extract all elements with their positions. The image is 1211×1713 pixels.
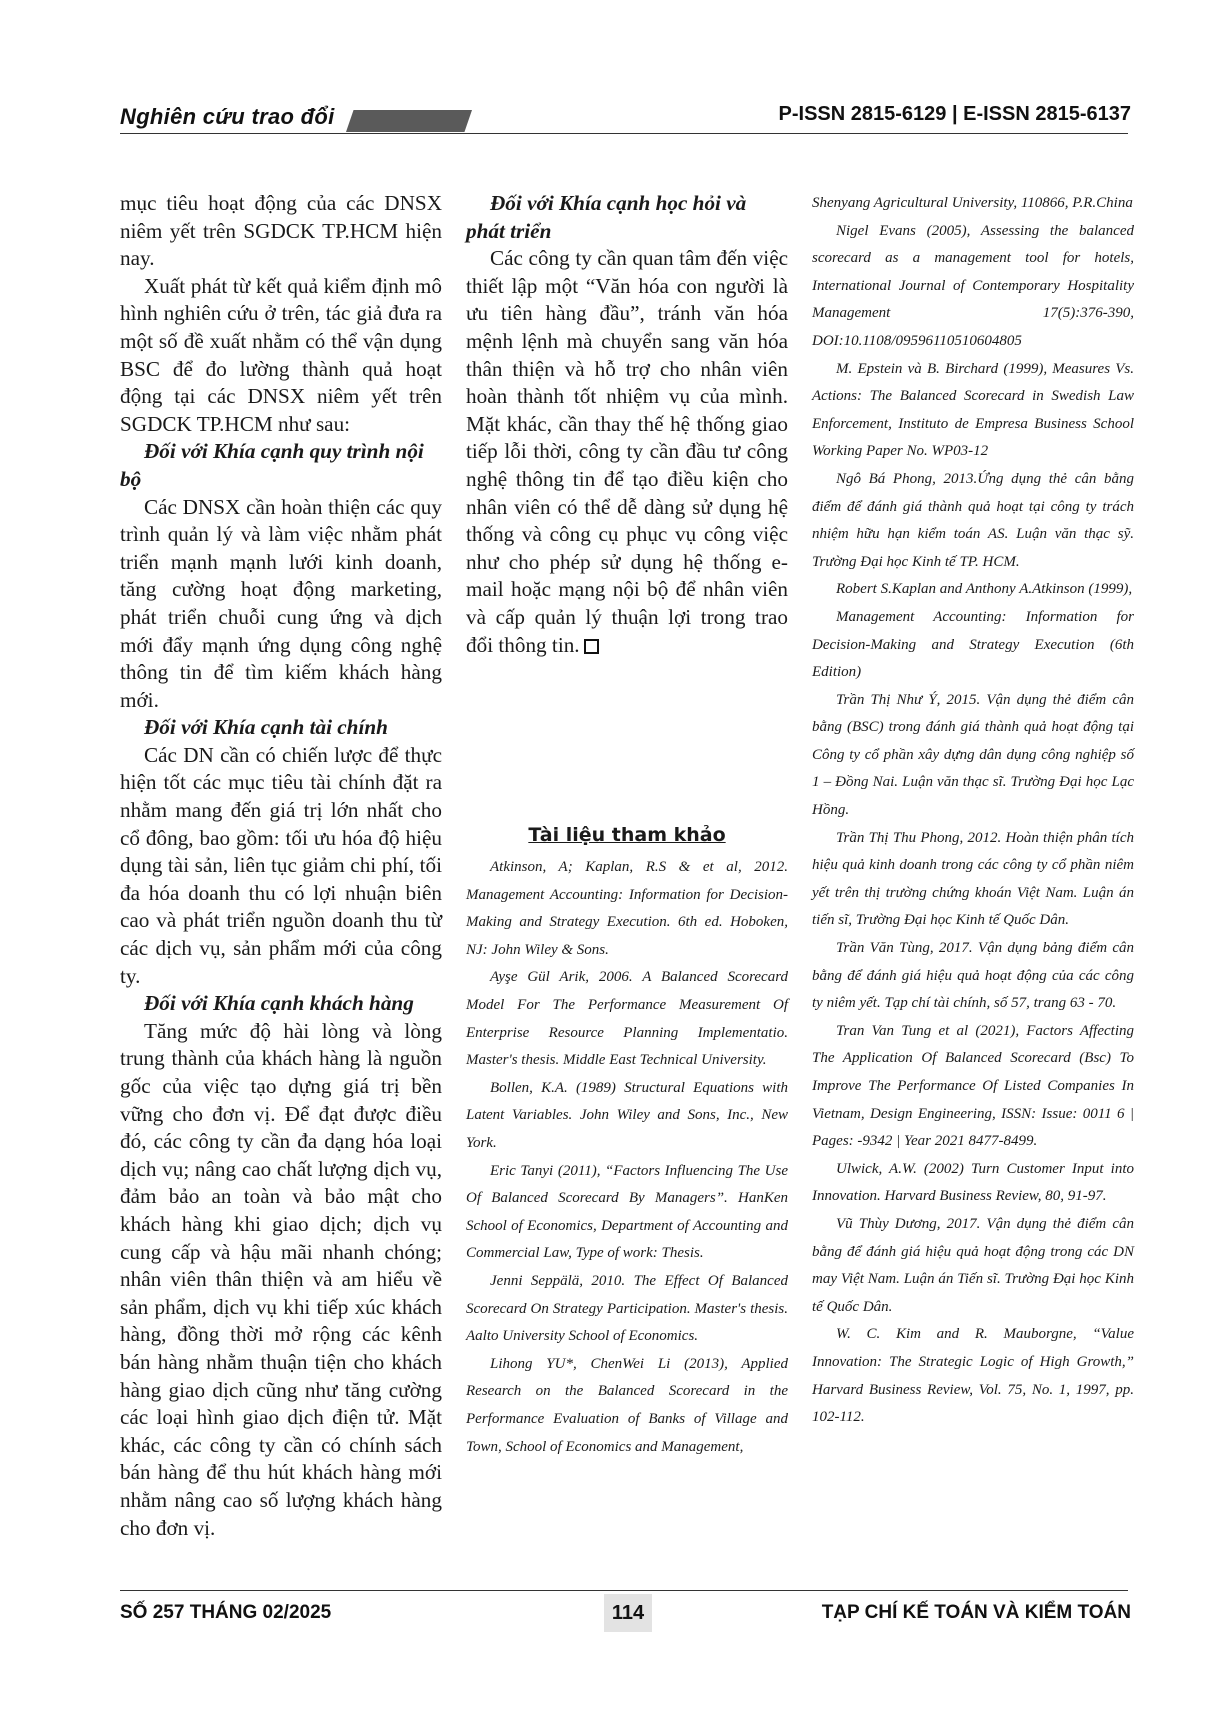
reference-item: Trần Thị Như Ý, 2015. Vận dụng thẻ điểm cân bằng (BSC) trong đánh giá thành quả hoạt động tại Công ty cổ phần xây dựng dân dụng công nghiệp số 1 – Đồng Nai. Luận văn thạc sĩ. Trường Đại học Lạc Hồng.	[812, 691, 1134, 819]
reference-item: Atkinson, A; Kaplan, R.S & et al, 2012. Management Accounting: Information for Decision-Making and Strategy Execution. 6th ed. Hoboken, NJ: John Wiley & Sons.	[466, 859, 788, 958]
column-2	[466, 190, 788, 1461]
page-header	[0, 0, 1211, 140]
subheading-learning-growth: Đối với Khía cạnh học hỏi và phát triển	[466, 191, 747, 243]
reference-item: Tran Van Tung et al (2021), Factors Affecting The Application Of Balanced Scorecard (Bsc) To Improve The Performance Of Listed Companies In Vietnam, Design Engineering, ISSN: Issue: 0011 6 | Pages: -9342 | Year 2021 8477-8499.	[812, 1022, 1134, 1150]
reference-item: Ulwick, A.W. (2002) Turn Customer Input into Innovation. Harvard Business Review, 80, 91-97.	[812, 1160, 1134, 1205]
reference-item: Management Accounting: Information for Decision-Making and Strategy Execution (6th Edition)	[812, 608, 1134, 681]
header-divider	[120, 133, 1128, 134]
paragraph	[466, 245, 788, 659]
reference-item: Ngô Bá Phong, 2013.Ứng dụng thẻ cân bằng điểm để đánh giá thành quả hoạt tại công ty trách nhiệm hữu hạn kiểm toán AS. Luận văn thạc sỹ. Trường Đại học Kinh tế TP. HCM.	[812, 470, 1134, 570]
header-decor-bar	[346, 110, 472, 132]
issue-label: SỐ 257 THÁNG 02/2025	[120, 1602, 332, 1623]
page-number: 114	[604, 1594, 652, 1632]
paragraph-text: Các công ty cần quan tâm đến việc thiết lập một “Văn hóa con người là ưu tiên hàng đầu”, tránh văn hóa mệnh lệnh mà chuyển sang văn hóa thân thiện và hỗ trợ cho nhân viên hoàn thành tốt nhiệm vụ của mình. Mặt khác, cần thay thế hệ thống giao tiếp lỗi thời, công ty cần đầu tư công nghệ thông tin để tạo điều kiện cho nhân viên có thể dễ dàng sử dụng hệ thống và công cụ phục vụ công việc như cho phép sử dụng hệ thống e-mail hoặc mạng nội bộ để nhân viên và cấp quản lý thuận lợi trong trao đổi thông tin.	[466, 246, 788, 657]
subheading-customer: Đối với Khía cạnh khách hàng	[144, 991, 414, 1016]
paragraph: Các DNSX cần hoàn thiện các quy trình quản lý và làm việc nhằm phát triển mạnh mạnh lưới kinh doanh, tăng cường hoạt động marketing, phát triển chuỗi cung ứng và dịch mới đẩy mạnh ứng dụng công nghệ thông tin để tìm kiếm khách hàng mới.	[120, 494, 442, 712]
footer-divider	[120, 1590, 1128, 1591]
issn-label: P-ISSN 2815-6129 | E-ISSN 2815-6137	[778, 103, 1131, 125]
reference-item: Trần Văn Tùng, 2017. Vận dụng bảng điểm cân bằng để đánh giá hiệu quả hoạt động của các công ty niêm yết. Tạp chí tài chính, số 57, trang 63 - 70.	[812, 940, 1134, 1012]
paragraph: mục tiêu hoạt động của các DNSX niêm yết trên SGDCK TP.HCM hiện nay.	[120, 191, 442, 271]
paragraph: Các DN cần có chiến lược để thực hiện tốt các mục tiêu tài chính đặt ra nhằm mang đến giá trị lớn nhất cho cổ đông, bao gồm: tối ưu hóa độ hiệu dụng tài sản, liên tục giảm chi phí, tối đa hóa doanh thu có lợi nhuận biên cao và phát triển nguồn doanh thu từ các dịch vụ, sản phẩm mới của công ty.	[120, 742, 442, 988]
references-heading: Tài liệu tham khảo	[528, 824, 726, 847]
column-3	[812, 190, 1134, 1432]
paragraph: Tăng mức độ hài lòng và lòng trung thành của khách hàng là nguồn gốc của việc tạo dựng giá trị bền vững cho đơn vị. Để đạt được điều đó, các công ty cần đa dạng hóa loại dịch vụ; nâng cao chất lượng dịch vụ, đảm bảo an toàn và bảo mật cho khách hàng khi giao dịch; dịch vụ cung cấp và hậu mãi nhanh chóng; nhân viên thân thiện và am hiểu về sản phẩm, dịch vụ khi tiếp xúc khách hàng, đồng thời mở rộng các kênh bán hàng nhằm thuận tiện cho khách hàng giao dịch cũng như tăng cường các loại hình giao dịch điện tử. Mặt khác, các công ty cần có chính sách bán hàng để thu hút khách hàng mới nhằm nâng cao số lượng khách hàng cho đơn vị.	[120, 1018, 442, 1540]
reference-item: Trần Thị Thu Phong, 2012. Hoàn thiện phân tích hiệu quả kinh doanh trong các công ty cổ phần niêm yết trên thị trường chứng khoán Việt Nam. Luận án tiến sĩ, Trường Đại học Kinh tế Quốc Dân.	[812, 829, 1134, 929]
reference-continuation: Shenyang Agricultural University, 110866, P.R.China	[812, 195, 1133, 211]
subheading-financial: Đối với Khía cạnh tài chính	[144, 715, 388, 740]
reference-item: Robert S.Kaplan and Anthony A.Atkinson (1999),	[836, 581, 1133, 598]
reference-item: Jenni Seppälä, 2010. The Effect Of Balanced Scorecard On Strategy Participation. Master's thesis. Aalto University School of Economics.	[466, 1273, 788, 1345]
subheading-internal-process: Đối với Khía cạnh quy trình nội bộ	[120, 439, 424, 491]
reference-item: Lihong YU*, ChenWei Li (2013), Applied Research on the Balanced Scorecard in the Performance Evaluation of Banks of Village and Town, School of Economics and Management,	[466, 1355, 788, 1455]
journal-name: TẠP CHÍ KẾ TOÁN VÀ KIỂM TOÁN	[821, 1602, 1131, 1623]
reference-item: Eric Tanyi (2011), “Factors Influencing The Use Of Balanced Scorecard By Managers”. HanKen School of Economics, Department of Accounting and Commercial Law, Type of work: Thesis.	[466, 1162, 788, 1262]
reference-item: W. C. Kim and R. Mauborgne, “Value Innovation: The Strategic Logic of High Growth,” Harvard Business Review, Vol. 75, No. 1, 1997, pp. 102-112.	[812, 1326, 1134, 1426]
paragraph: Xuất phát từ kết quả kiểm định mô hình nghiên cứu ở trên, tác giả đưa ra một số đề xuất nhằm có thể vận dụng BSC để đo lường thành quả hoạt động tại các DNSX niêm yết trên SGDCK TP.HCM như sau:	[120, 273, 442, 436]
end-of-article-icon	[584, 639, 599, 654]
section-title: Nghiên cứu trao đổi	[120, 104, 335, 129]
reference-item: Vũ Thùy Dương, 2017. Vận dụng thẻ điểm cân bằng để đánh giá hiệu quả hoạt động trong các DN may Việt Nam. Luận án Tiến sĩ. Trường Đại học Kinh tế Quốc Dân.	[812, 1215, 1134, 1315]
reference-item: Ayşe Gül Arik, 2006. A Balanced Scorecard Model For The Performance Measurement Of Enterprise Resource Planning Implementatio. Master's thesis. Middle East Technical University.	[466, 969, 788, 1069]
reference-item: Bollen, K.A. (1989) Structural Equations with Latent Variables. John Wiley and Sons, Inc., New York.	[466, 1079, 788, 1152]
column-1	[120, 190, 442, 1542]
reference-item: M. Epstein và B. Birchard (1999), Measures Vs. Actions: The Balanced Scorecard in Swedish Law Enforcement, Instituto de Empresa Business School Working Paper No. WP03-12	[812, 360, 1134, 460]
reference-item: Nigel Evans (2005), Assessing the balanced scorecard as a management tool for hotels, International Journal of Contemporary Hospitality Management 17(5):376-390, DOI:10.1108/09596110510604805	[812, 222, 1134, 349]
